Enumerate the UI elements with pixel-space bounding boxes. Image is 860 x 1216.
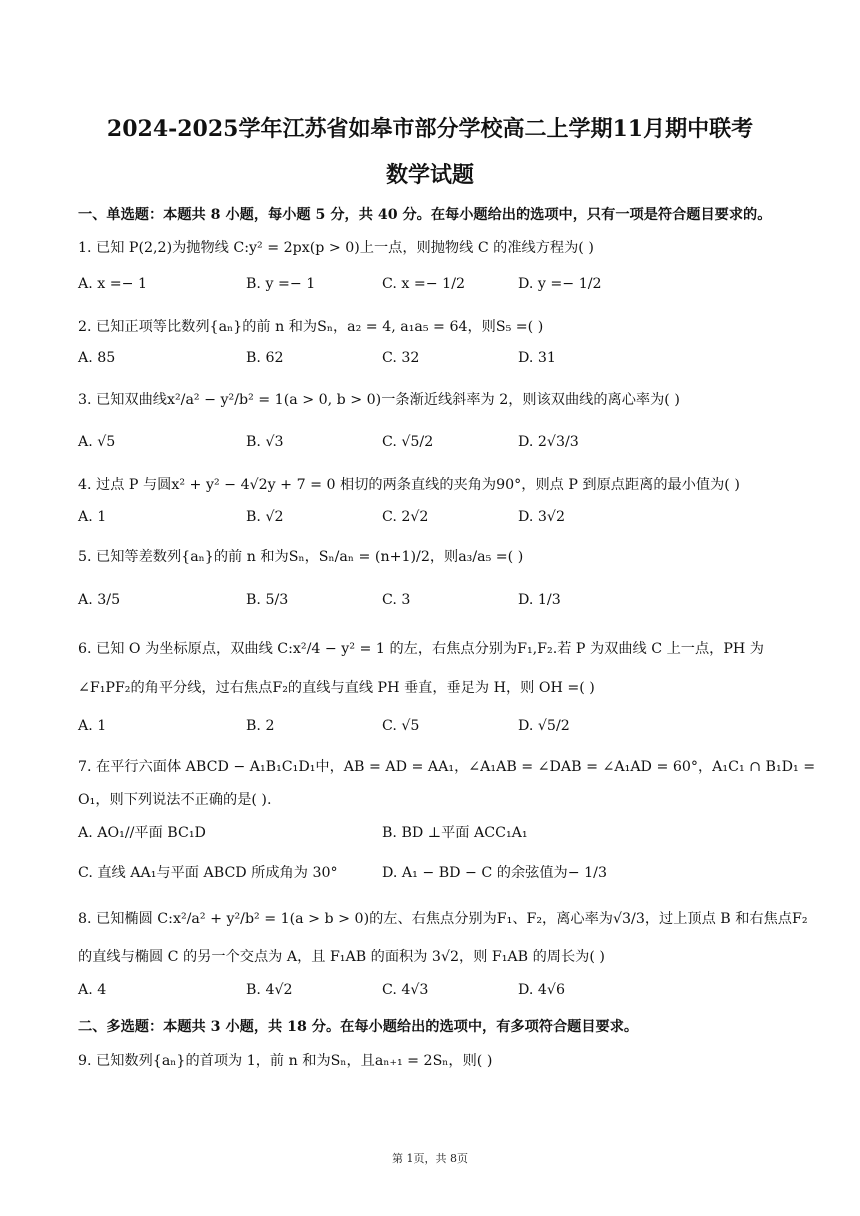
question-8-option-c: C. 4√3 [382,982,429,998]
question-1-option-b: B. y =− 1 [246,276,316,292]
question-2-option-c: C. 32 [382,350,420,366]
section-heading-multi-choice: 二、多选题：本题共 3 小题，共 18 分。在每小题给出的选项中，有多项符合题目要求。 [78,1019,639,1035]
question-6-option-a: A. 1 [78,718,107,734]
question-5-option-b: B. 5/3 [246,592,289,608]
question-9: 9. 已知数列{aₙ}的首项为 1，前 n 和为Sₙ，且aₙ₊₁ = 2Sₙ，则( ) [78,1053,493,1069]
question-4-option-d: D. 3√2 [518,509,565,525]
page-subtitle: 数学试题 [385,162,474,188]
question-7-line-1: 7. 在平行六面体 ABCD − A₁B₁C₁D₁中，AB = AD = AA₁，∠A₁AB = ∠DAB = ∠A₁AD = 60°，A₁C₁ ∩ B₁D₁ = [78,759,816,775]
question-1: 1. 已知 P(2,2)为抛物线 C:y² = 2px(p > 0)上一点，则抛物线 C 的准线方程为( ) [78,240,594,256]
question-7-option-d: D. A₁ − BD − C 的余弦值为− 1/3 [382,865,607,881]
page-footer: 第 1页，共 8页 [392,1152,468,1165]
question-3-option-d: D. 2√3/3 [518,434,579,450]
question-6-option-c: C. √5 [382,718,420,734]
section-heading-single-choice: 一、单选题：本题共 8 小题，每小题 5 分，共 40 分。在每小题给出的选项中，只有一项是符合题目要求的。 [78,207,772,223]
question-5-option-c: C. 3 [382,592,411,608]
question-6-line-1: 6. 已知 O 为坐标原点，双曲线 C:x²/4 − y² = 1 的左，右焦点分别为F₁,F₂.若 P 为双曲线 C 上一点，PH 为 [78,641,764,657]
question-6-line-2: ∠F₁PF₂的角平分线，过右焦点F₂的直线与直线 PH 垂直，垂足为 H，则 OH =( ) [78,680,595,696]
question-2-option-b: B. 62 [246,350,284,366]
question-6-option-b: B. 2 [246,718,275,734]
question-2-option-a: A. 85 [78,350,116,366]
question-3-option-a: A. √5 [78,434,116,450]
question-7-option-b: B. BD ⊥平面 ACC₁A₁ [382,825,528,841]
question-3-option-b: B. √3 [246,434,284,450]
question-4-option-c: C. 2√2 [382,509,429,525]
question-8-option-d: D. 4√6 [518,982,565,998]
question-7-line-2: O₁，则下列说法不正确的是( ). [78,792,272,808]
question-3-option-c: C. √5/2 [382,434,434,450]
question-8-line-2: 的直线与椭圆 C 的另一个交点为 A，且 F₁AB 的面积为 3√2，则 F₁AB 的周长为( ) [78,949,605,965]
question-5: 5. 已知等差数列{aₙ}的前 n 和为Sₙ，Sₙ/aₙ = (n+1)/2，则a₃/a₅ =( ) [78,549,524,565]
question-1-option-c: C. x =− 1/2 [382,276,465,292]
question-7-option-c: C. 直线 AA₁与平面 ABCD 所成角为 30° [78,865,338,881]
question-7-option-a: A. AO₁//平面 BC₁D [78,825,206,841]
question-4-option-a: A. 1 [78,509,107,525]
question-6-option-d: D. √5/2 [518,718,570,734]
question-1-option-d: D. y =− 1/2 [518,276,602,292]
question-8-line-1: 8. 已知椭圆 C:x²/a² + y²/b² = 1(a > b > 0)的左、右焦点分别为F₁、F₂，离心率为√3/3，过上顶点 B 和右焦点F₂ [78,911,808,927]
question-8-option-b: B. 4√2 [246,982,293,998]
question-1-option-a: A. x =− 1 [78,276,148,292]
question-5-option-a: A. 3/5 [78,592,121,608]
page-title: 2024-2025学年江苏省如皋市部分学校高二上学期11月期中联考 [106,116,754,142]
question-8-option-a: A. 4 [78,982,107,998]
question-5-option-d: D. 1/3 [518,592,561,608]
question-2-option-d: D. 31 [518,350,556,366]
question-4: 4. 过点 P 与圆x² + y² − 4√2y + 7 = 0 相切的两条直线的夹角为90°，则点 P 到原点距离的最小值为( ) [78,477,740,493]
question-2: 2. 已知正项等比数列{aₙ}的前 n 和为Sₙ，a₂ = 4, a₁a₅ = 64，则S₅ =( ) [78,319,544,335]
question-4-option-b: B. √2 [246,509,284,525]
question-3: 3. 已知双曲线x²/a² − y²/b² = 1(a > 0, b > 0)一条渐近线斜率为 2，则该双曲线的离心率为( ) [78,392,680,408]
